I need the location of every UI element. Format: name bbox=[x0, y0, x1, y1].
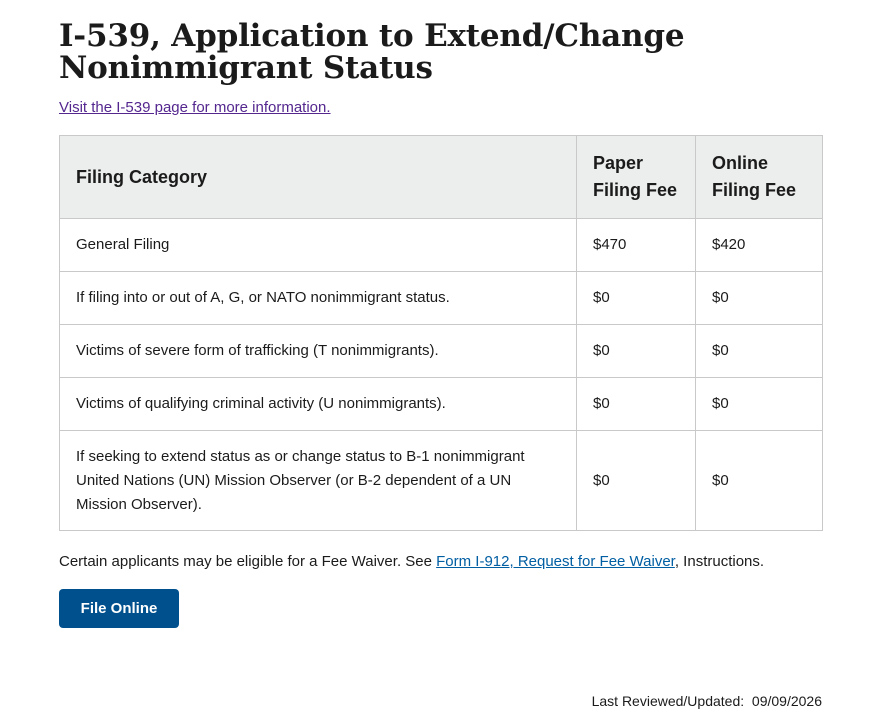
fee-waiver-note bbox=[59, 552, 764, 571]
last-reviewed bbox=[592, 692, 822, 710]
online-fee-cell: $0 bbox=[696, 325, 823, 378]
filing-category-cell: If seeking to extend status as or change status to B-1 nonimmigrant United Nations (UN) Mission Observer (or B-2 dependent of a UN Mission Observer). bbox=[60, 431, 577, 531]
fee-waiver-form-link[interactable]: Form I-912, Request for Fee Waiver bbox=[436, 553, 675, 570]
paper-fee-cell: $0 bbox=[577, 431, 696, 531]
fee-waiver-note-suffix: , Instructions. bbox=[674, 553, 765, 570]
last-reviewed-date: 09/09/2026 bbox=[751, 693, 822, 709]
paper-fee-cell: $470 bbox=[577, 219, 696, 272]
fee-table bbox=[59, 135, 823, 531]
filing-category-cell: If filing into or out of A, G, or NATO nonimmigrant status. bbox=[60, 272, 577, 325]
column-header-paper-fee: Paper Filing Fee bbox=[577, 136, 696, 219]
file-online-button[interactable]: File Online bbox=[59, 589, 179, 628]
table-row bbox=[60, 431, 823, 531]
online-fee-cell: $0 bbox=[696, 431, 823, 531]
column-header-online-fee: Online Filing Fee bbox=[696, 136, 823, 219]
table-row bbox=[60, 219, 823, 272]
online-fee-cell: $0 bbox=[696, 272, 823, 325]
table-row bbox=[60, 378, 823, 431]
paper-fee-cell: $0 bbox=[577, 325, 696, 378]
i539-info-link[interactable]: Visit the I-539 page for more information. bbox=[59, 99, 331, 116]
table-row bbox=[60, 272, 823, 325]
column-header-filing-category: Filing Category bbox=[60, 136, 577, 219]
online-fee-cell: $0 bbox=[696, 378, 823, 431]
paper-fee-cell: $0 bbox=[577, 272, 696, 325]
filing-category-cell: Victims of severe form of trafficking (T nonimmigrants). bbox=[60, 325, 577, 378]
paper-fee-cell: $0 bbox=[577, 378, 696, 431]
last-reviewed-label: Last Reviewed/Updated: bbox=[591, 693, 745, 709]
filing-category-cell: General Filing bbox=[60, 219, 577, 272]
table-header-row bbox=[60, 136, 823, 219]
table-row bbox=[60, 325, 823, 378]
filing-category-cell: Victims of qualifying criminal activity (U nonimmigrants). bbox=[60, 378, 577, 431]
fee-waiver-note-prefix: Certain applicants may be eligible for a Fee Waiver. See bbox=[59, 553, 437, 570]
page-title: I-539, Application to Extend/Change Nonimmigrant Status bbox=[59, 18, 685, 86]
online-fee-cell: $420 bbox=[696, 219, 823, 272]
